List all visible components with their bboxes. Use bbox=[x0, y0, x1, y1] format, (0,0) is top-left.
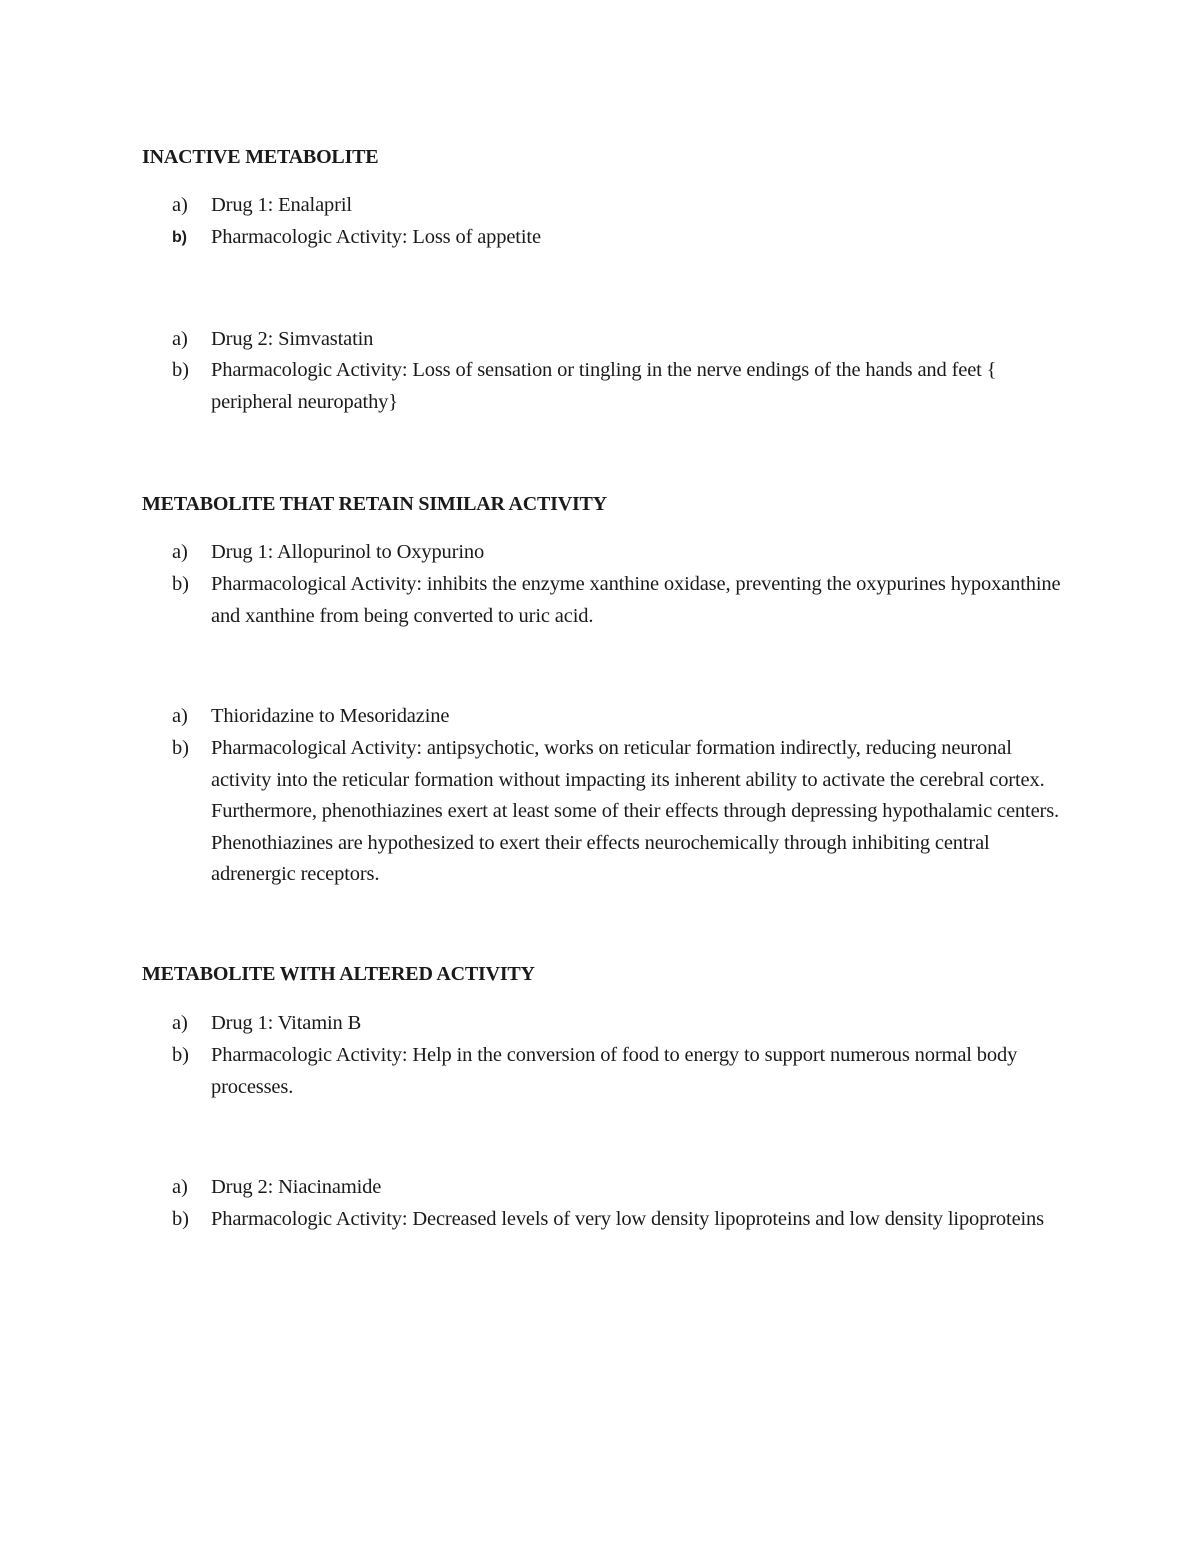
pharmacologic-activity: Pharmacological Activity: antipsychotic, works on reticular formation indirectly, reducing neuronal activity into the reticular formation without impacting its inherent ability to activate the cerebral cortex. Furthermore, phenothiazines exert at least some of their effects through depressing hypothalamic centers. Phenothiazines are hypothesized to exert their effects neurochemically through inhibiting central adrenergic receptors. bbox=[211, 737, 1060, 885]
list-item bbox=[172, 190, 1072, 222]
list-item bbox=[172, 222, 1072, 254]
list-item bbox=[172, 537, 1072, 569]
drug-name: Drug 1: Allopurinol to Oxypurino bbox=[211, 541, 485, 563]
list-item bbox=[172, 1172, 1072, 1204]
list-marker: b) bbox=[172, 1044, 189, 1066]
pharmacologic-activity: Pharmacologic Activity: Help in the conversion of food to energy to support numerous normal body processes. bbox=[211, 1044, 1018, 1098]
list-item bbox=[172, 1204, 1072, 1236]
drug-name: Thioridazine to Mesoridazine bbox=[211, 705, 450, 727]
list-marker: a) bbox=[172, 1176, 188, 1198]
list-marker: a) bbox=[172, 328, 188, 350]
list-item bbox=[172, 1008, 1072, 1040]
list-item bbox=[172, 324, 1072, 356]
drug-name: Drug 1: Enalapril bbox=[211, 194, 352, 216]
list-marker: b) bbox=[172, 359, 189, 381]
list-item bbox=[172, 1040, 1072, 1103]
pharmacologic-activity: Pharmacologic Activity: Loss of sensation or tingling in the nerve endings of the hands and feet { peripheral neuropathy} bbox=[211, 359, 997, 413]
pharmacologic-activity: Pharmacologic Activity: Loss of appetite bbox=[211, 226, 541, 248]
drug-name: Drug 2: Simvastatin bbox=[211, 328, 374, 350]
list-marker: a) bbox=[172, 1012, 188, 1034]
list-marker: b) bbox=[172, 1208, 189, 1230]
section-heading-altered-activity: METABOLITE WITH ALTERED ACTIVITY bbox=[142, 963, 535, 985]
section-heading-inactive-metabolite: INACTIVE METABOLITE bbox=[142, 146, 379, 168]
list-marker: b) bbox=[172, 573, 189, 595]
list-item bbox=[172, 355, 1072, 418]
list-item bbox=[172, 701, 1072, 733]
list-marker: a) bbox=[172, 541, 188, 563]
list-marker: b) bbox=[172, 229, 187, 246]
list-marker: a) bbox=[172, 194, 188, 216]
drug-name: Drug 2: Niacinamide bbox=[211, 1176, 382, 1198]
drug-name: Drug 1: Vitamin B bbox=[211, 1012, 362, 1034]
section-heading-similar-activity: METABOLITE THAT RETAIN SIMILAR ACTIVITY bbox=[142, 493, 607, 515]
list-item bbox=[172, 733, 1072, 891]
pharmacologic-activity: Pharmacologic Activity: Decreased levels of very low density lipoproteins and low density lipoproteins bbox=[211, 1208, 1044, 1230]
list-item bbox=[172, 569, 1072, 632]
list-marker: a) bbox=[172, 705, 188, 727]
list-marker: b) bbox=[172, 737, 189, 759]
pharmacologic-activity: Pharmacological Activity: inhibits the enzyme xanthine oxidase, preventing the oxypurines hypoxanthine and xanthine from being converted to uric acid. bbox=[211, 573, 1061, 627]
